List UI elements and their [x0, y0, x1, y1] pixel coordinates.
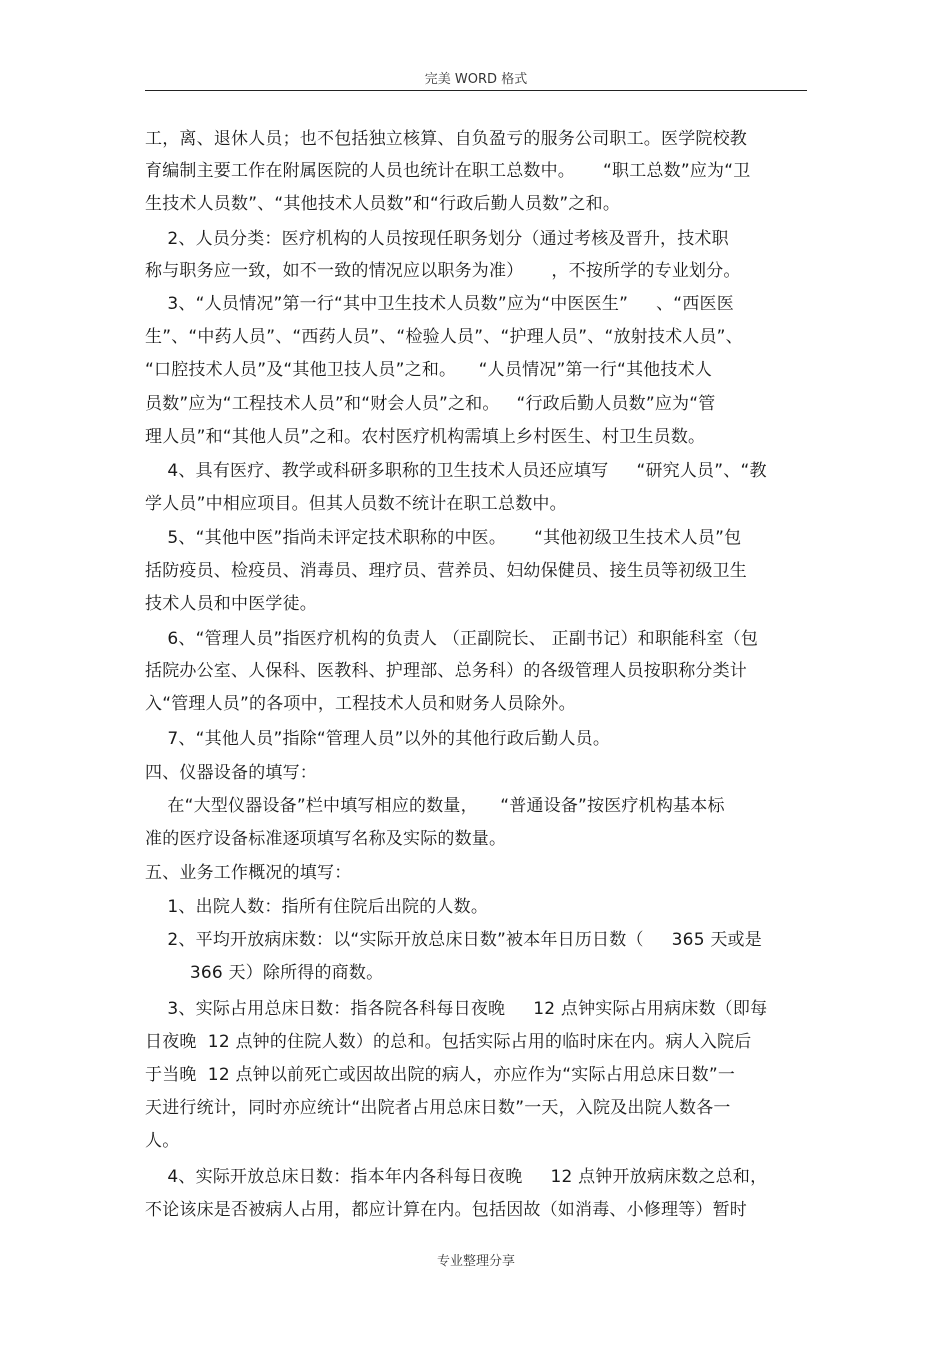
text-line: 4、具有医疗、教学或科研多职称的卫生技术人员还应填写 “研究人员”、“教: [145, 461, 767, 481]
text-line: 于当晚 12 点钟以前死亡或因故出院的病人，亦应作为“实际占用总床日数”一: [145, 1065, 736, 1085]
text-line: 不论该床是否被病人占用，都应计算在内。包括因故（如消毒、小修理等）暂时: [145, 1200, 747, 1220]
text-line: 工，离、退休人员；也不包括独立核算、自负盈亏的服务公司职工。医学院校教: [145, 129, 747, 149]
text-line: 在“大型仪器设备”栏中填写相应的数量， “普通设备”按医疗机构基本标: [145, 796, 725, 816]
text-line: 2、人员分类：医疗机构的人员按现任职务划分（通过考核及晋升，技术职: [145, 229, 729, 249]
text-line: 日夜晚 12 点钟的住院人数）的总和。包括实际占用的临时床在内。病人入院后: [145, 1032, 752, 1052]
text-line: 括院办公室、人保科、医教科、护理部、总务科）的各级管理人员按职称分类计: [145, 661, 747, 681]
text-line: 四、仪器设备的填写：: [145, 763, 317, 783]
text-line: 育编制主要工作在附属医院的人员也统计在职工总数中。 “职工总数”应为“卫: [145, 161, 751, 181]
header-divider: [145, 90, 807, 91]
page-footer: 专业整理分享: [436, 1254, 515, 1269]
text-line: 生技术人员数”、“其他技术人员数”和“行政后勤人员数”之和。: [145, 194, 621, 214]
text-line: 366 天）除所得的商数。: [145, 963, 384, 983]
page-header: 完美 WORD 格式: [424, 72, 528, 87]
text-line: 括防疫员、检疫员、消毒员、理疗员、营养员、妇幼保健员、接生员等初级卫生: [145, 561, 747, 581]
text-line: 称与职务应一致，如不一致的情况应以职务为准） ，不按所学的专业划分。: [145, 261, 741, 281]
text-line: 理人员”和“其他人员”之和。农村医疗机构需填上乡村医生、村卫生员数。: [145, 427, 706, 447]
text-line: 6、“管理人员”指医疗机构的负责人 （正副院长、 正副书记）和职能科室（包: [145, 629, 759, 649]
text-line: 准的医疗设备标准逐项填写名称及实际的数量。: [145, 829, 507, 849]
text-line: 人。: [145, 1131, 180, 1151]
text-line: 入“管理人员”的各项中，工程技术人员和财务人员除外。: [145, 694, 576, 714]
text-line: 5、“其他中医”指尚未评定技术职称的中医。 “其他初级卫生技术人员”包: [145, 528, 742, 548]
text-line: 员数”应为“工程技术人员”和“财会人员”之和。 “行政后勤人员数”应为“管: [145, 394, 716, 414]
text-line: 3、实际占用总床日数：指各院各科每日夜晚 12 点钟实际占用病床数（即每: [145, 999, 768, 1019]
text-line: 五、业务工作概况的填写：: [145, 863, 352, 883]
text-line: 2、平均开放病床数：以“实际开放总床日数”被本年日历日数（ 365 天或是: [145, 930, 762, 950]
text-line: 7、“其他人员”指除“管理人员”以外的其他行政后勤人员。: [145, 729, 611, 749]
text-line: 天进行统计，同时亦应统计“出院者占用总床日数”一天，入院及出院人数各一: [145, 1098, 731, 1118]
text-line: 学人员”中相应项目。但其人员数不统计在职工总数中。: [145, 494, 567, 514]
text-line: 3、“人员情况”第一行“其中卫生技术人员数”应为“中医医生” 、“西医医: [145, 294, 734, 314]
text-line: 技术人员和中医学徒。: [145, 594, 317, 614]
text-line: “口腔技术人员”及“其他卫技人员”之和。 “人员情况”第一行“其他技术人: [145, 360, 713, 380]
text-line: 1、出院人数：指所有住院后出院的人数。: [145, 897, 489, 917]
text-line: 4、实际开放总床日数：指本年内各科每日夜晚 12 点钟开放病床数之总和，: [145, 1167, 768, 1187]
text-line: 生”、“中药人员”、“西药人员”、“检验人员”、“护理人员”、“放射技术人员”、: [145, 327, 743, 347]
